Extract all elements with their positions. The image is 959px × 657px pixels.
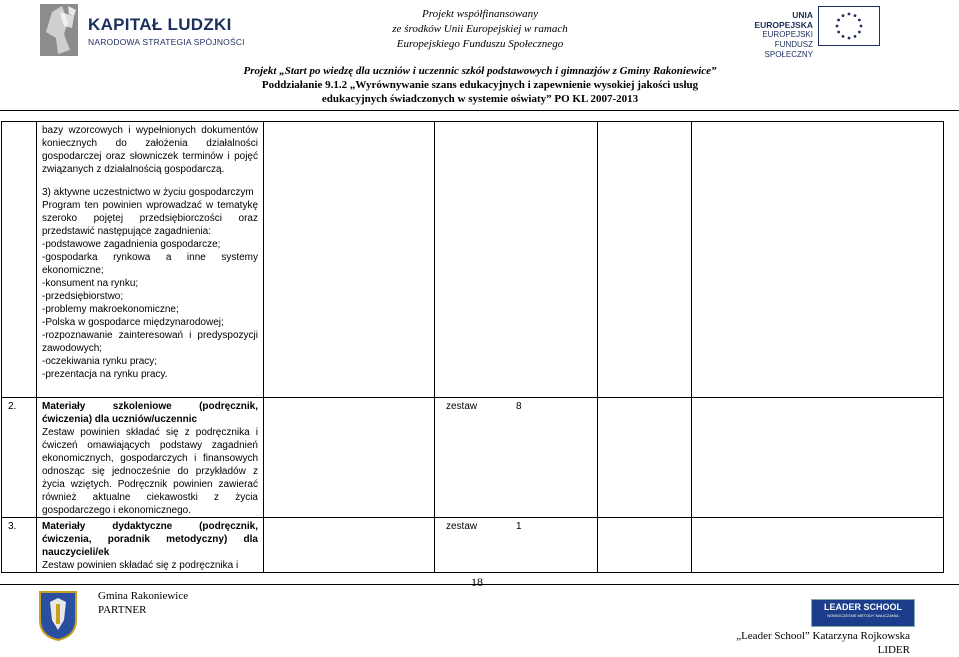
item-body: Zestaw powinien składać się z podręcznika i ćwiczeń omawiających podstawy zagadnień ekonomicznych, gospodarczych i finansowych odnosząc się jednocześnie do przykładów z życia wziętych. Podręcznik powinien zawierać również aktualne ciekawostki z życia gospodarczego i ekonomicznego. [42, 427, 258, 516]
description-text: 3) aktywne uczestnictwo w życiu gospodarczym [42, 187, 254, 198]
description-text: bazy wzorcowych i wypełnionych dokumentów koniecznych do założenia działalności gospodarczej oraz słowniczek terminów i pojęć związanych z działalnością gospodarczą. [42, 125, 258, 175]
list-item: -przedsiębiorstwo; [42, 291, 124, 302]
table-row [2, 122, 944, 398]
page-number: 18 [471, 575, 483, 589]
eu-line: EUROPEJSKI [762, 30, 813, 39]
coat-of-arms-icon [38, 590, 78, 642]
empty-cell [598, 122, 692, 398]
description-cell [37, 122, 264, 398]
leader-logo-sub: NOWOCZESNE METODY NAUCZANIA [827, 613, 899, 618]
partner-role: PARTNER [98, 604, 147, 616]
number-cell [2, 122, 37, 398]
project-line: Poddziałanie 9.1.2 „Wyrównywanie szans edukacyjnych i zapewnienie wysokiej jakości usług [261, 79, 699, 91]
item-number: 3. [8, 521, 17, 532]
footer-divider [0, 584, 959, 585]
cofin-line: ze środków Unii Europejskiej w ramach [392, 23, 568, 35]
item-title: Materiały szkoleniowe (podręcznik, ćwiczenia) dla uczniów/uczennic [42, 401, 258, 425]
empty-cell [264, 398, 435, 518]
unit-label: zestaw [446, 401, 478, 412]
list-item: -problemy makroekonomiczne; [42, 304, 179, 315]
leader-logo-text: LEADER SCHOOL [823, 602, 902, 612]
item-title: Materiały dydaktyczne (podręcznik, ćwiczenia, poradnik metodyczny) dla nauczycieli/ek [42, 521, 258, 558]
description-cell [37, 398, 264, 518]
item-number: 2. [8, 401, 17, 412]
empty-cell [598, 518, 692, 573]
cofin-line: Projekt współfinansowany [421, 8, 538, 20]
list-item: -gospodarka rynkowa a inne systemy ekonomiczne; [42, 252, 258, 276]
eu-label [737, 10, 813, 60]
list-item: -konsument na rynku; [42, 278, 139, 289]
empty-cell [435, 122, 598, 398]
table-row [2, 518, 944, 573]
list-item: -podstawowe zagadnienia gospodarcze; [42, 239, 221, 250]
empty-cell [598, 398, 692, 518]
quantity-value: 1 [516, 521, 522, 532]
unit-cell [435, 518, 598, 573]
description-text: Program ten powinien wprowadzać w tematykę szeroko pojętej przedsiębiorczości oraz przedstawić następujące zagadnienia: [42, 200, 258, 237]
kl-title: KAPITAŁ LUDZKI [88, 15, 232, 34]
cofinancing-note [380, 7, 580, 52]
partner-name: Gmina Rakoniewice [98, 590, 189, 602]
item-body: Zestaw powinien składać się z podręcznika i [42, 560, 239, 571]
project-line: edukacyjnych świadczonych w systemie oświaty” PO KL 2007-2013 [321, 93, 639, 105]
list-item: -oczekiwania rynku pracy; [42, 356, 158, 367]
empty-cell [264, 518, 435, 573]
list-item: -prezentacja na rynku pracy. [42, 369, 168, 380]
leader-school-logo [812, 600, 914, 626]
list-item: -rozpoznawanie zainteresowań i predyspozycji zawodowych; [42, 330, 258, 354]
quantity-value: 8 [516, 401, 522, 412]
empty-cell [692, 518, 944, 573]
empty-cell [692, 398, 944, 518]
cofin-line: Europejskiego Funduszu Społecznego [396, 38, 564, 50]
leader-name: „Leader School” Katarzyna Rojkowska [736, 630, 910, 642]
number-cell [2, 518, 37, 573]
eu-line: UNIA EUROPEJSKA [754, 10, 813, 30]
description-cell [37, 518, 264, 573]
eu-flag-icon [818, 6, 880, 46]
table-row [2, 398, 944, 518]
kl-subtitle: NARODOWA STRATEGIA SPÓJNOŚCI [88, 37, 245, 47]
empty-cell [264, 122, 435, 398]
leader-role: LIDER [877, 644, 910, 656]
unit-cell [435, 398, 598, 518]
materials-table [1, 121, 944, 573]
eu-line: FUNDUSZ SPOŁECZNY [764, 40, 813, 59]
header-divider [0, 110, 959, 111]
number-cell [2, 398, 37, 518]
project-line: Projekt „Start po wiedzę dla uczniów i uczennic szkół podstawowych i gimnazjów z Gminy Rakoniewice” [243, 65, 717, 77]
unit-label: zestaw [446, 521, 478, 532]
partner-block [98, 589, 188, 617]
empty-cell [692, 122, 944, 398]
project-title [150, 64, 810, 106]
list-item: -Polska w gospodarce międzynarodowej; [42, 317, 224, 328]
